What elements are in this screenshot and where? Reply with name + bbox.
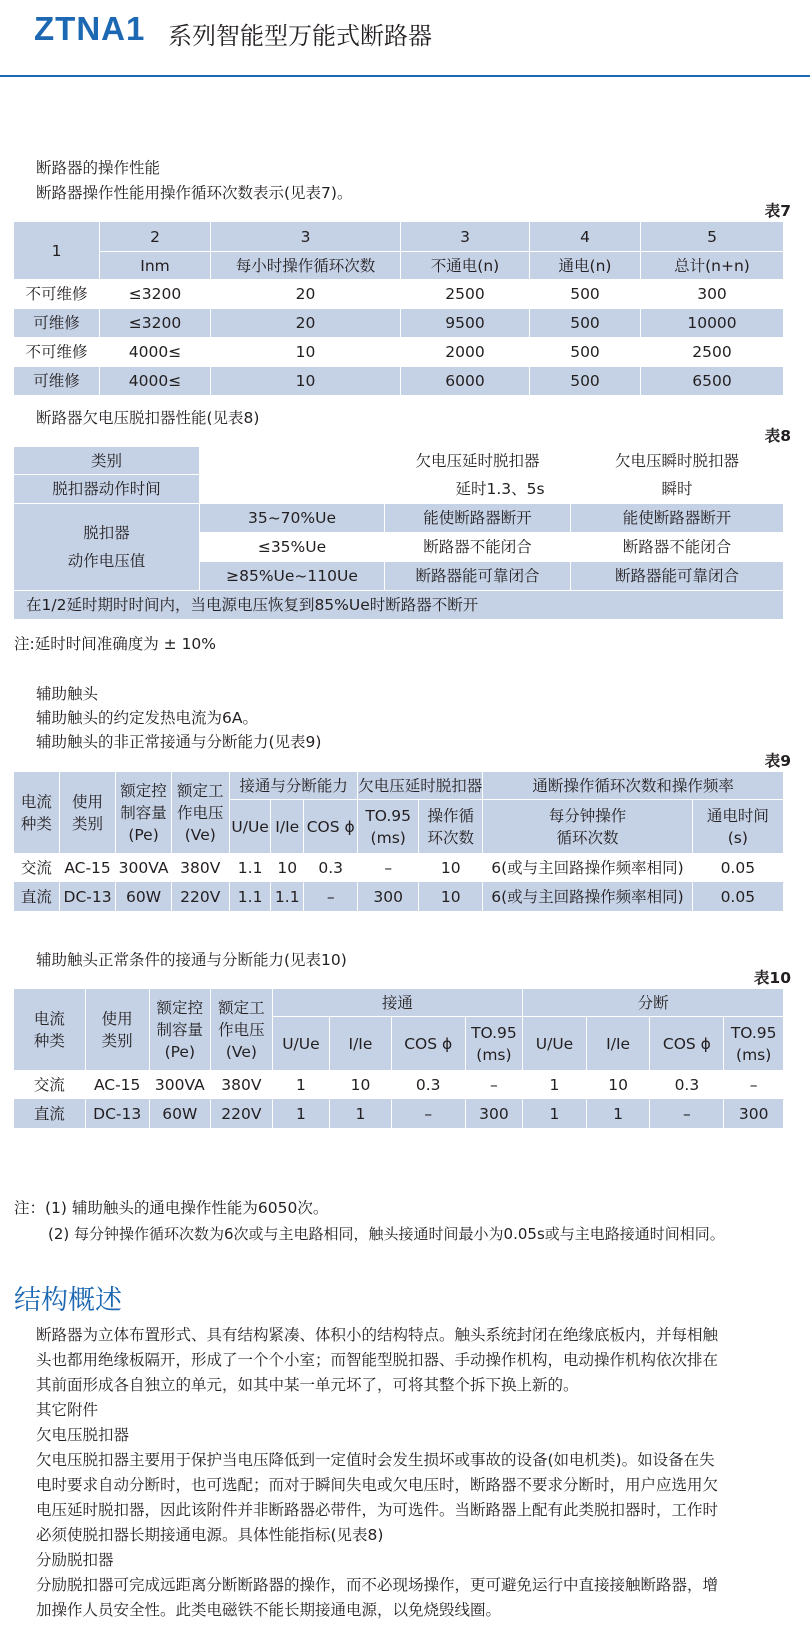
t10-cell: 10 <box>587 1071 651 1100</box>
t7-cell: 2000 <box>401 338 530 367</box>
t10-cell: 交流 <box>14 1071 86 1100</box>
t9-head-ontime <box>693 800 784 854</box>
t9-head-permin-1: 每分钟操作 <box>548 806 627 825</box>
t9-cell: 60W <box>116 883 171 912</box>
t9-head-category-1: 使用 <box>72 792 104 811</box>
t10-head-make: 接通 <box>273 989 523 1017</box>
t10-head-pe-3: (Pe) <box>164 1042 196 1061</box>
aux2-intro: 辅助触头正常条件的接通与分断能力(见表10) <box>36 951 347 969</box>
t8-delay-result: 断路器能可靠闭合 <box>385 562 571 591</box>
t10-head-ve-1: 额定工 <box>218 998 265 1017</box>
t9-head-uue: U/Ue <box>230 800 271 854</box>
t9-head-to-2: (ms) <box>370 828 406 847</box>
t8-footer-row: 在1/2延时期时时间内，当电源电压恢复到85%Ue时断路器不断开 <box>14 591 784 620</box>
t9-cell: 220V <box>172 883 230 912</box>
t10-cell: 380V <box>211 1071 273 1100</box>
t7-cell: 10 <box>211 367 401 396</box>
t9-cell: 380V <box>172 854 230 883</box>
t9-cell: DC-13 <box>60 883 117 912</box>
t10-head-current-1: 电流 <box>33 1009 65 1028</box>
t9-cell: 10 <box>419 883 483 912</box>
t10-cell: 300 <box>466 1100 523 1129</box>
t10-head-ve <box>211 989 273 1071</box>
shunt-release-heading: 分励脱扣器 <box>36 1551 114 1569</box>
t9-head-iie: I/Ie <box>271 800 304 854</box>
structure-p1-line1: 断路器为立体布置形式、具有结构紧凑、体积小的结构特点。触头系统封闭在绝缘底板内，并每相触 <box>36 1326 719 1344</box>
table9 <box>14 772 784 912</box>
t10-cell: DC-13 <box>86 1100 150 1129</box>
t10-head-ve-2: 作电压 <box>218 1020 265 1039</box>
t7-cell: 可维修 <box>14 309 100 338</box>
model-name: ZTNA1 <box>34 10 146 47</box>
t10-head-current <box>14 989 86 1071</box>
t10-cell: 0.3 <box>392 1071 466 1100</box>
t7-cell: 2500 <box>401 280 530 309</box>
t9-head-ontime-1: 通电时间 <box>706 806 769 825</box>
t9-cell: 0.3 <box>304 854 358 883</box>
t9-head-cycles-2: 环次数 <box>427 828 474 847</box>
t9-cell: 1.1 <box>230 883 271 912</box>
t10-cell: 0.3 <box>650 1071 724 1100</box>
t9-cell: – <box>304 883 358 912</box>
t9-head-to-1: TO.95 <box>365 806 412 825</box>
t8-volt: 35~70%Ue <box>200 504 385 533</box>
uv-intro: 断路器欠电压脱扣器性能(见表8) <box>36 409 260 427</box>
header-divider <box>0 75 810 77</box>
t8-delay-result: 能使断路器断开 <box>385 504 571 533</box>
t7-cell: 10000 <box>641 309 784 338</box>
t10-note-1: 注：(1) 辅助触头的通电操作性能为6050次。 <box>14 1199 329 1217</box>
t9-cell: AC-15 <box>60 854 117 883</box>
t8-volt: ≥85%Ue~110Ue <box>200 562 385 591</box>
t10-cell: 300 <box>724 1100 784 1129</box>
t7-head: 1 <box>14 222 100 280</box>
t10-cell: 220V <box>211 1100 273 1129</box>
t7-subhead: 不通电(n) <box>401 252 530 280</box>
t9-head-category-2: 类别 <box>72 814 104 833</box>
t10-head-iie-break: I/Ie <box>587 1017 651 1071</box>
t10-cell: – <box>650 1100 724 1129</box>
t7-cell: 4000≤ <box>100 338 211 367</box>
t9-head-ve-1: 额定工 <box>177 781 224 800</box>
t10-head-category <box>86 989 150 1071</box>
t7-head: 2 <box>100 222 211 252</box>
t10-head-pe <box>150 989 212 1071</box>
section-title-structure: 结构概述 <box>14 1285 122 1316</box>
t10-cell: 1 <box>273 1071 330 1100</box>
t10-cell: 1 <box>330 1100 392 1129</box>
t10-head-cos-break: COS ϕ <box>650 1017 724 1071</box>
t10-head-to-break-1: TO.95 <box>730 1023 777 1042</box>
t8-instant-result: 断路器能可靠闭合 <box>571 562 784 591</box>
t10-head-ve-3: (Ve) <box>225 1042 257 1061</box>
t9-cell: 6(或与主回路操作频率相同) <box>483 883 692 912</box>
t10-head-break: 分断 <box>523 989 784 1017</box>
structure-p2-line2: 电时要求自动分断时，也可选配；而对于瞬间失电或欠电压时，断路器不要求分断时，用户应选用欠 <box>36 1476 719 1494</box>
t9-cell: 10 <box>271 854 304 883</box>
page-title: 系列智能型万能式断路器 <box>168 22 432 50</box>
t9-head-pe-1: 额定控 <box>120 781 167 800</box>
t8-head-delay: 欠电压延时脱扣器 <box>385 447 571 475</box>
t8-volt: ≤35%Ue <box>200 533 385 562</box>
t10-head-category-1: 使用 <box>101 1009 133 1028</box>
table7-label: 表7 <box>764 202 791 220</box>
t7-cell: 不可维修 <box>14 338 100 367</box>
page-header <box>0 0 810 78</box>
op-intro: 断路器操作性能用操作循环次数表示(见表7)。 <box>36 184 353 202</box>
t7-cell: 10 <box>211 338 401 367</box>
t9-head-ve-2: 作电压 <box>177 803 224 822</box>
t10-head-iie: I/Ie <box>330 1017 392 1071</box>
accessories-heading: 其它附件 <box>36 1401 99 1419</box>
t7-head: 3 <box>211 222 401 252</box>
t8-delay-time: 延时1.3、5s <box>200 475 571 504</box>
t9-head-category <box>60 772 117 854</box>
t8-note: 注:延时时间准确度为 ± 10% <box>14 635 217 653</box>
structure-p1-line3: 其前面形成各自独立的单元，如其中某一单元坏了，可将其整个拆下换上新的。 <box>36 1376 579 1394</box>
t7-cell: 4000≤ <box>100 367 211 396</box>
t9-cell: 6(或与主回路操作频率相同) <box>483 854 692 883</box>
t8-head-category: 类别 <box>14 447 200 475</box>
t10-note-2: (2) 每分钟操作循环次数为6次或与主电路相同，触头接通时间最小为0.05s或与主电路接通时间相同。 <box>48 1225 725 1243</box>
structure-p2-line4: 必须使脱扣器长期接通电源。具体性能指标(见表8) <box>36 1526 384 1544</box>
aux-line1: 辅助触头的约定发热电流为6A。 <box>36 709 258 727</box>
t7-subhead: 通电(n) <box>530 252 641 280</box>
t10-cell: 10 <box>330 1071 392 1100</box>
t9-head-cos: COS ϕ <box>304 800 358 854</box>
aux-line2: 辅助触头的非正常接通与分断能力(见表9) <box>36 733 322 751</box>
t10-head-uue: U/Ue <box>273 1017 330 1071</box>
t7-cell: ≤3200 <box>100 280 211 309</box>
t9-head-current <box>14 772 60 854</box>
structure-p3-line2: 加操作人员安全性。此类电磁铁不能长期接通电源，以免烧毁线圈。 <box>36 1601 502 1619</box>
t10-head-to-2: (ms) <box>476 1045 512 1064</box>
uv-release-heading: 欠电压脱扣器 <box>36 1426 130 1444</box>
t7-head: 4 <box>530 222 641 252</box>
t7-cell: 500 <box>530 338 641 367</box>
structure-p1-line2: 头也都用绝缘板隔开，形成了一个个小室；而智能型脱扣器、手动操作机构，电动操作机构依次排在 <box>36 1351 719 1369</box>
t7-head: 3 <box>401 222 530 252</box>
t9-cell: 直流 <box>14 883 60 912</box>
t10-cell: 直流 <box>14 1100 86 1129</box>
t10-head-to <box>466 1017 523 1071</box>
table8 <box>14 447 784 620</box>
t7-cell: 不可维修 <box>14 280 100 309</box>
t9-cell: 10 <box>419 854 483 883</box>
t10-cell: – <box>466 1071 523 1100</box>
t9-head-make-break: 接通与分断能力 <box>230 772 358 800</box>
t9-head-permin <box>483 800 692 854</box>
t7-cell: 500 <box>530 367 641 396</box>
t9-head-uvdelay: 欠电压延时脱扣器 <box>358 772 483 800</box>
t8-label-voltage-1: 脱扣器 <box>83 524 130 542</box>
t9-cell: 300VA <box>116 854 171 883</box>
t7-subhead: 总计(n+n) <box>641 252 784 280</box>
structure-p2-line1: 欠电压脱扣器主要用于保护当电压降低到一定值时会发生损坏或事故的设备(如电机类)。如设备在失 <box>36 1451 715 1469</box>
t9-head-pe-3: (Pe) <box>128 825 159 844</box>
aux-heading: 辅助触头 <box>36 685 99 703</box>
t9-head-pe <box>116 772 171 854</box>
t10-cell: – <box>724 1071 784 1100</box>
table7 <box>14 222 784 396</box>
t9-head-current-1: 电流 <box>20 792 52 811</box>
t7-cell: 300 <box>641 280 784 309</box>
t9-cell: 1.1 <box>271 883 304 912</box>
t9-head-ve <box>172 772 230 854</box>
t9-head-cycles <box>419 800 483 854</box>
table10 <box>14 989 784 1129</box>
t7-head: 5 <box>641 222 784 252</box>
t10-cell: AC-15 <box>86 1071 150 1100</box>
t8-instant-result: 能使断路器断开 <box>571 504 784 533</box>
t10-cell: – <box>392 1100 466 1129</box>
t9-head-ve-3: (Ve) <box>184 825 216 844</box>
structure-p2-line3: 电压延时脱扣器，因此该附件并非断路器必带件，为可选件。当断路器上配有此类脱扣器时，工作时 <box>36 1501 719 1519</box>
t8-head-instant: 欠电压瞬时脱扣器 <box>571 447 784 475</box>
t8-label-voltage <box>14 504 200 591</box>
t9-head-to <box>358 800 419 854</box>
table9-label: 表9 <box>764 752 791 770</box>
t9-head-current-2: 种类 <box>20 814 52 833</box>
t8-instant-result: 断路器不能闭合 <box>571 533 784 562</box>
t7-cell: 500 <box>530 280 641 309</box>
t10-head-to-break-2: (ms) <box>736 1045 772 1064</box>
t7-cell: 6000 <box>401 367 530 396</box>
t7-cell: 可维修 <box>14 367 100 396</box>
t7-subhead: 每小时操作循环次数 <box>211 252 401 280</box>
t9-head-permin-2: 循环次数 <box>556 828 619 847</box>
t7-cell: 20 <box>211 280 401 309</box>
t9-cell: 1.1 <box>230 854 271 883</box>
t8-label-action-time: 脱扣器动作时间 <box>14 475 200 504</box>
t10-head-pe-1: 额定控 <box>156 998 204 1017</box>
t7-cell: 20 <box>211 309 401 338</box>
t8-delay-result: 断路器不能闭合 <box>385 533 571 562</box>
t10-head-to-break <box>724 1017 784 1071</box>
t10-head-cos: COS ϕ <box>392 1017 466 1071</box>
t10-cell: 1 <box>273 1100 330 1129</box>
table8-label: 表8 <box>764 427 791 445</box>
t9-head-freq: 通断操作循环次数和操作频率 <box>483 772 784 800</box>
t8-head-empty <box>200 447 385 475</box>
t10-head-to-1: TO.95 <box>471 1023 517 1042</box>
t7-cell: 9500 <box>401 309 530 338</box>
t8-instant-time: 瞬时 <box>571 475 784 504</box>
t10-cell: 1 <box>587 1100 651 1129</box>
table10-label: 表10 <box>753 969 791 987</box>
structure-p3-line1: 分励脱扣器可完成远距离分断断路器的操作，而不必现场操作，更可避免运行中直接接触断路器，增 <box>36 1576 719 1594</box>
t7-cell: 2500 <box>641 338 784 367</box>
t10-cell: 1 <box>523 1100 587 1129</box>
t9-cell: 交流 <box>14 854 60 883</box>
t10-cell: 60W <box>150 1100 212 1129</box>
t8-label-voltage-2: 动作电压值 <box>67 552 146 570</box>
t9-cell: – <box>358 854 419 883</box>
t9-head-pe-2: 制容量 <box>120 803 167 822</box>
t10-head-current-2: 种类 <box>33 1031 65 1050</box>
t7-cell: 6500 <box>641 367 784 396</box>
t7-cell: 500 <box>530 309 641 338</box>
t10-cell: 1 <box>523 1071 587 1100</box>
t7-cell: ≤3200 <box>100 309 211 338</box>
t9-head-cycles-1: 操作循 <box>427 806 474 825</box>
t9-cell: 300 <box>358 883 419 912</box>
t9-head-ontime-2: (s) <box>727 828 748 847</box>
t10-cell: 300VA <box>150 1071 212 1100</box>
t10-head-category-2: 类别 <box>101 1031 133 1050</box>
t10-head-uue-break: U/Ue <box>523 1017 587 1071</box>
t9-cell: 0.05 <box>693 854 784 883</box>
t7-subhead: Inm <box>100 252 211 280</box>
t10-head-pe-2: 制容量 <box>156 1020 204 1039</box>
t9-cell: 0.05 <box>693 883 784 912</box>
op-heading: 断路器的操作性能 <box>36 159 161 177</box>
